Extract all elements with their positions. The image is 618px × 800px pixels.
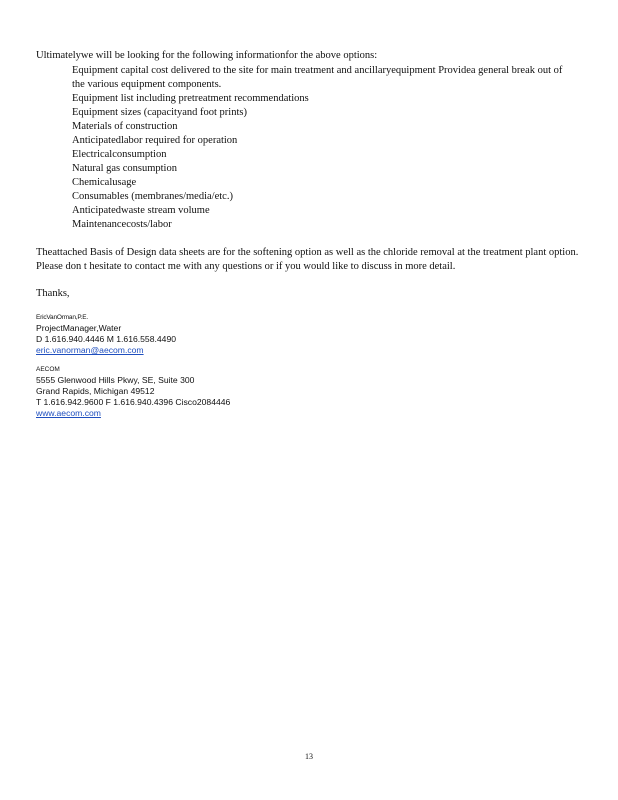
bullet-icon (53, 64, 59, 78)
list-item: Equipment capital cost delivered to the site for main treatment and ancillaryequipment Providea general break out of the various equipment components. (36, 64, 576, 92)
list-item: Consumables (membranes/media/etc.) (36, 190, 576, 204)
bullet-icon (53, 204, 59, 218)
list-item: Chemicalusage (36, 176, 576, 190)
requirements-list (36, 64, 576, 232)
list-item: Natural gas consumption (36, 162, 576, 176)
bullet-icon (53, 176, 59, 190)
intro-sentence: Ultimatelywe will be looking for the following informationfor the above options: (36, 50, 378, 61)
list-item: Anticipatedlabor required for operation (36, 134, 576, 148)
bullet-icon (53, 162, 59, 176)
company-phones: T 1.616.942.9600 F 1.616.940.4396 Cisco2084446 (36, 397, 231, 407)
signature-name: EricVanOrman,P.E. (36, 314, 88, 321)
list-item: Equipment sizes (capacityand foot prints) (36, 106, 576, 120)
company-address-line1: 5555 Glenwood Hills Pkwy, SE, Suite 300 (36, 375, 195, 385)
bullet-icon (53, 120, 59, 134)
bullet-icon (53, 106, 59, 120)
list-item: Electricalconsumption (36, 148, 576, 162)
bullet-icon (53, 190, 59, 204)
list-item: Maintenancecosts/labor (36, 218, 576, 232)
bullet-icon (53, 218, 59, 232)
email-link[interactable]: eric.vanorman@aecom.com (36, 345, 144, 355)
basis-of-design-paragraph: Theattached Basis of Design data sheets are for the softening option as well as the chloride removal at the treatment plant option. Please don t hesitate to contact me with any questions or if you would like to discuss in more detail. (36, 247, 579, 272)
closing: Thanks, (36, 288, 70, 299)
bullet-icon (53, 148, 59, 162)
list-item: Equipment list including pretreatment recommendations (36, 92, 576, 106)
list-item: Materials of construction (36, 120, 576, 134)
bullet-icon (53, 92, 59, 106)
list-item: Anticipatedwaste stream volume (36, 204, 576, 218)
signature-phones: D 1.616.940.4446 M 1.616.558.4490 (36, 334, 177, 344)
page-number: 13 (305, 752, 313, 761)
company-name: AECOM (36, 366, 60, 373)
bullet-icon (53, 134, 59, 148)
company-address-line2: Grand Rapids, Michigan 49512 (36, 386, 155, 396)
signature-title: ProjectManager,Water (36, 323, 122, 333)
company-block (36, 365, 230, 419)
website-link[interactable]: www.aecom.com (36, 408, 101, 418)
signature-block (36, 313, 176, 356)
